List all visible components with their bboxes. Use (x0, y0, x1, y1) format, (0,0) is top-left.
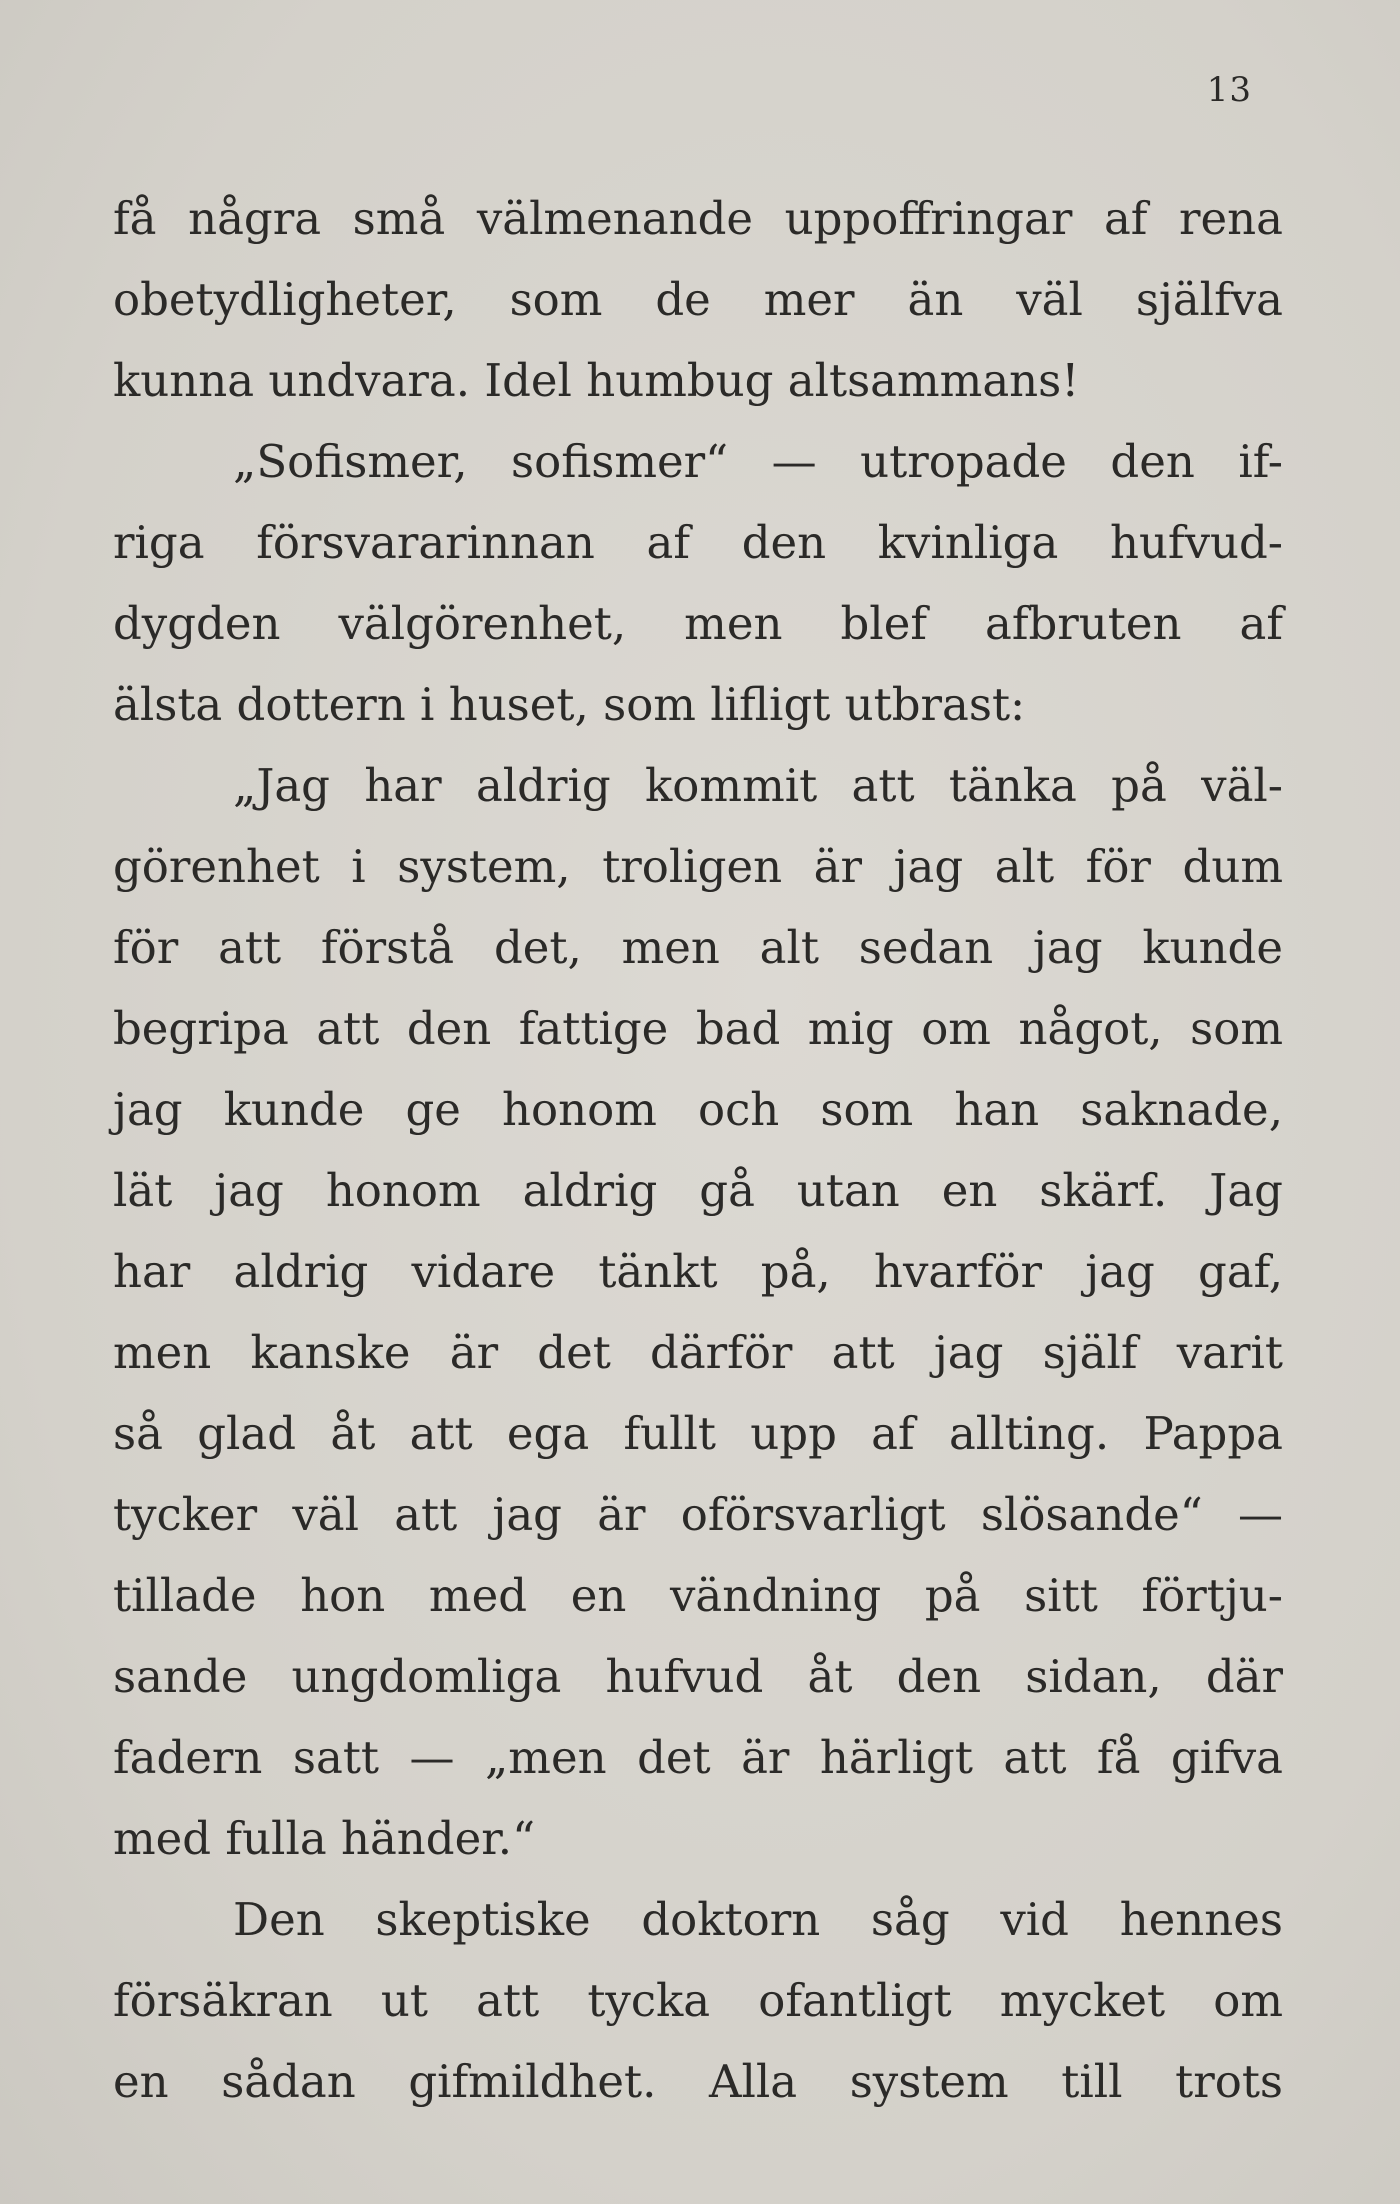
text-line: kunna undvara. Idel humbug altsammans! (113, 354, 1080, 407)
text-line: så glad åt att ega fullt upp af allting. Pappa (113, 1407, 1283, 1460)
text-line: begripa att den fattige bad mig om något, som (113, 1002, 1283, 1055)
text-line: tillade hon med en vändning på sitt förtju- (113, 1569, 1283, 1622)
text-line: få några små välmenande uppoffringar af rena (113, 192, 1283, 245)
text-line: försäkran ut att tycka ofantligt mycket om (113, 1974, 1283, 2027)
text-line: en sådan gifmildhet. Alla system till trots (113, 2055, 1283, 2108)
text-line: fadern satt — „men det är härligt att få gifva (113, 1731, 1283, 1784)
text-line: sande ungdomliga hufvud åt den sidan, där (113, 1650, 1283, 1703)
text-line: lät jag honom aldrig gå utan en skärf. Jag (113, 1164, 1283, 1217)
text-line: älsta dottern i huset, som lifligt utbrast: (113, 678, 1026, 731)
text-line: görenhet i system, troligen är jag alt för dum (113, 840, 1283, 893)
text-line: med fulla händer.“ (113, 1812, 536, 1865)
text-line: Den skeptiske doktorn såg vid hennes (233, 1893, 1283, 1946)
text-line: riga försvararinnan af den kvinliga hufvud- (113, 516, 1283, 569)
text-line: men kanske är det därför att jag själf varit (113, 1326, 1283, 1379)
text-line: „Sofismer, sofismer“ — utropade den if- (233, 435, 1283, 488)
text-line: jag kunde ge honom och som han saknade, (113, 1083, 1283, 1136)
text-line: tycker väl att jag är oförsvarligt slösande“ — (113, 1488, 1283, 1541)
text-line: för att förstå det, men alt sedan jag kunde (113, 921, 1283, 974)
text-line: har aldrig vidare tänkt på, hvarför jag gaf, (113, 1245, 1283, 1298)
text-line: dygden välgörenhet, men blef afbruten af (113, 597, 1283, 650)
text-line: obetydligheter, som de mer än väl själfva (113, 273, 1283, 326)
page-number: 13 (1206, 70, 1252, 110)
text-line: „Jag har aldrig kommit att tänka på väl- (233, 759, 1283, 812)
body-text (113, 178, 1283, 2122)
